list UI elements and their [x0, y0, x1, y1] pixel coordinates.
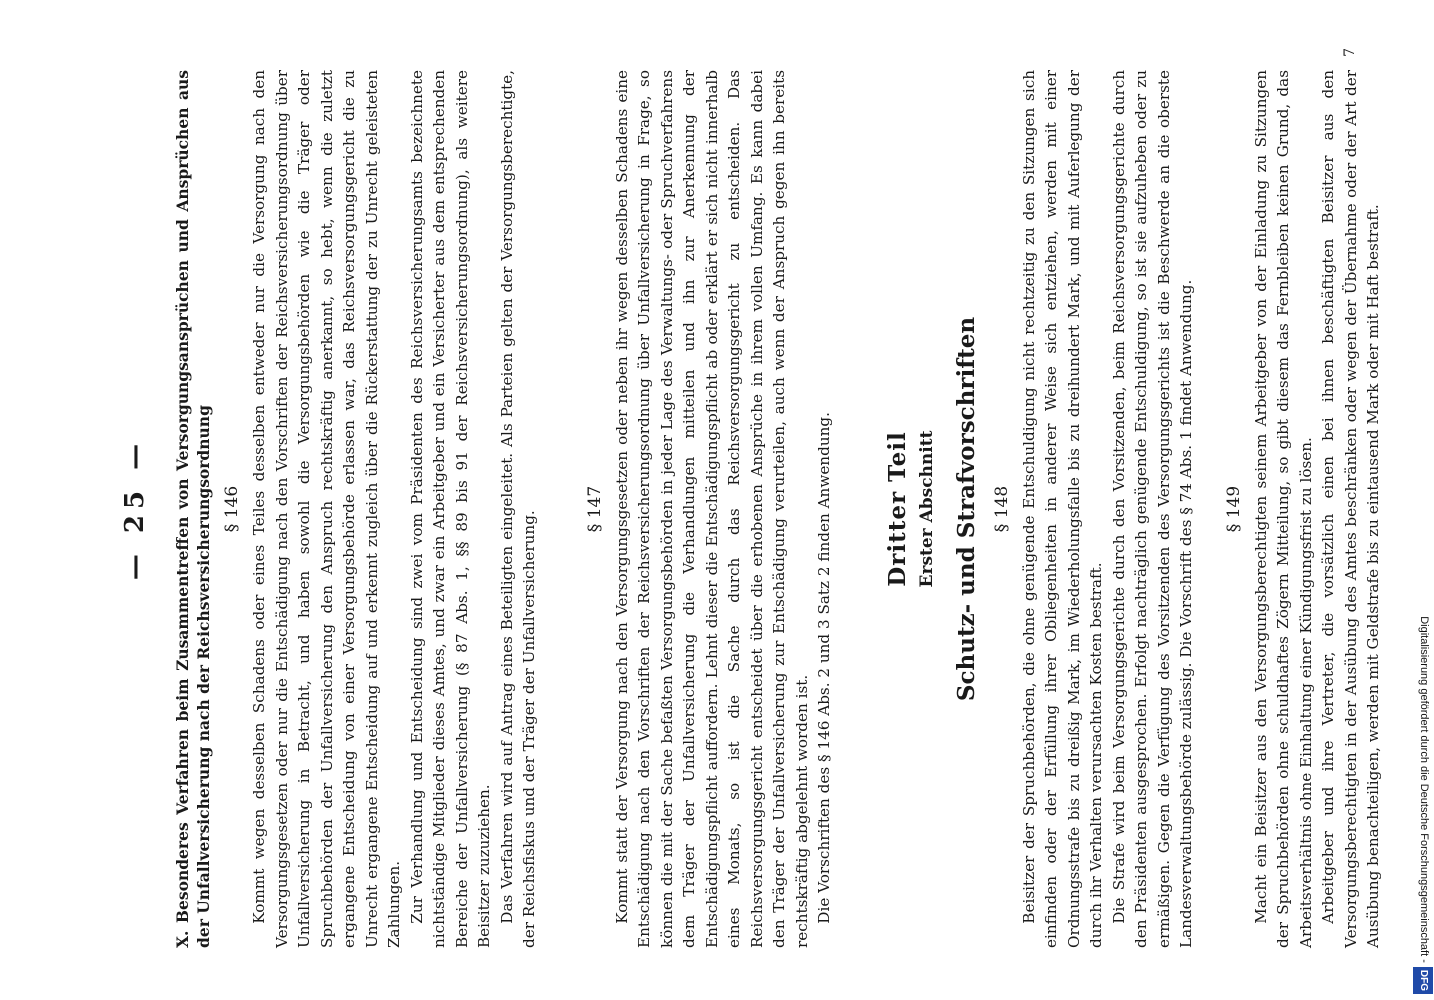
paragraph-sign: § 147	[584, 485, 605, 533]
paragraph-text: Die Strafe wird beim Versorgungsgerichte durch den Vorsitzenden, beim Reichsversorgungsgerichte durch den Präsidenten ausgesprochen. Erfolgt nachträglich genügende Entschuldigung, so ist sie aufzuheben oder zu ermäßigen. Gegen die Verfügung des Vorsitzenden des Versorgungsgerichts ist die Beschwerde an die oberste Landesverwaltungsbehörde zulässig. Die Vorschrift des § 74 Abs. 1 findet Anwendung.	[1109, 70, 1195, 948]
digitization-note-text: Digitalisierung gefördert durch die Deutsche Forschungsgemeinschaft -	[1418, 616, 1430, 963]
page-content	[64, 0, 1382, 1000]
paragraph-text: Beisitzer der Spruchbehörden, die ohne genügende Entschuldigung nicht rechtzeitig zu den Sitzungen sich einfinden oder der Erfüllung ihrer Obliegenheiten in anderer Weise sich entziehen, werden mit einer Ordnungsstrafe bis zu dreißig Mark, im Wiederholungsfalle bis zu dreihundert Mark, und mit Auferlegung der durch ihr Verhalten verursachten Kosten bestraft.	[1019, 70, 1105, 948]
paragraph-text: Macht ein Beisitzer aus den Versorgungsberechtigten seinem Arbeitgeber von der Einladung zu Sitzungen der Spruchbehörden ohne schuldhaftes Zögern Mitteilung, so gibt diesem das Fernbleiben keinen Grund, das Arbeitsverhältnis ohne Einhaltung einer Kündigungsfrist zu lösen.	[1251, 70, 1315, 948]
chapter-heading: X. Besonderes Verfahren beim Zusammentreffen von Versorgungsansprüchen und Ansprüchen aus der Unfallversicherung nach der Reichsversicherungsordnung	[173, 70, 213, 948]
paragraph-sign: § 146	[222, 485, 242, 533]
paragraph-text: Die Vorschriften des § 146 Abs. 2 und 3 Satz 2 finden Anwendung.	[815, 412, 833, 924]
dfg-badge: DFG	[1413, 967, 1433, 994]
signature-mark: 7	[1342, 48, 1358, 57]
paragraph-text: Zur Verhandlung und Entscheidung sind zwei vom Präsidenten des Reichsversicherungsamts bezeichnete nichtständige Mitglieder dieses Amtes, und zwar ein Arbeitgeber und ein Versicherter aus dem entsprechenden Bereiche der Unfallversicherung (§ 87 Abs. 1, §§ 89 bis 91 der Reichsversicherungsordnung), als weitere Beisitzer zuzuziehen.	[407, 70, 493, 948]
section-label: Erster Abschnitt	[916, 430, 937, 588]
section-146	[222, 70, 541, 948]
paragraph-text: Arbeitgeber und ihre Vertreter, die vorsätzlich einen bei ihnen beschäftigten Beisitzer aus den Versorgungsberechtigten in der Ausübung des Amtes beschränken oder wegen der Übernahme oder der Art der Ausübung benachteiligen, werden mit Geldstrafe bis zu eintausend Mark oder mit Haft bestraft.	[1319, 70, 1382, 948]
paragraph-sign: § 149	[1223, 485, 1244, 533]
paragraph-text: Kommt wegen desselben Schadens oder eines Teiles desselben entweder nur die Versorgung nach den Versorgungsgesetzen oder nur die Entschädigung nach den Vorschriften der Reichsversicherungsordnung über Unfallversicherung in Betracht, und haben sowohl die Versorgungsbehörden wie die Träger oder Spruchbehörden der Unfallversicherung den Anspruch rechtskräftig anerkannt, so hebt, wenn die zuletzt ergangene Entscheidung von einer Versorgungsbehörde erlassen war, das Reichsversorgungsgericht die zu Unrecht ergangene Entscheidung auf und erkennt zugleich über die Rückerstattung der zu Unrecht geleisteten Zahlungen.	[250, 70, 403, 948]
part-title: Schutz- und Strafvorschriften	[952, 316, 980, 702]
section-147	[585, 70, 836, 948]
part-label: Dritter Teil	[883, 431, 911, 587]
digitization-note	[1416, 6, 1434, 994]
page-number: — 25 —	[120, 437, 150, 581]
section-148	[992, 70, 1198, 948]
paragraph-sign: § 148	[991, 485, 1012, 533]
paragraph-text: Kommt statt der Versorgung nach den Versorgungsgesetzen oder neben ihr wegen desselben Schadens eine Entschädigung nach den Vorschriften der Reichsversicherungsordnung über Unfallversicherung in Frage, so können die mit der Sache befaßten Versorgungsbehörden in jeder Lage des Verwaltungs- oder Spruchverfahrens dem Träger der Unfallversicherung die Verhandlungen mitteilen und ihn zur Anerkennung der Entschädigungspflicht auffordern. Lehnt dieser die Entschädigungspflicht ab oder erklärt er sich nicht innerhalb eines Monats, so ist die Sache durch das Reichsversorgungsgericht zu entscheiden. Das Reichsversorgungsgericht entscheidet über die erhobenen Ansprüche in ihrem vollen Umfang. Es kann dabei den Träger der Unfallversicherung zur Entschädigung verurteilen, auch wenn der Anspruch gegen ihn bereits rechtskräftig abgelehnt worden ist.	[612, 70, 811, 948]
section-149	[1224, 70, 1385, 948]
paragraph-text: Das Verfahren wird auf Antrag eines Beteiligten eingeleitet. Als Parteien gelten der Versorgungsberechtigte, der Reichsfiskus und der Träger der Unfallversicherung.	[497, 70, 538, 948]
